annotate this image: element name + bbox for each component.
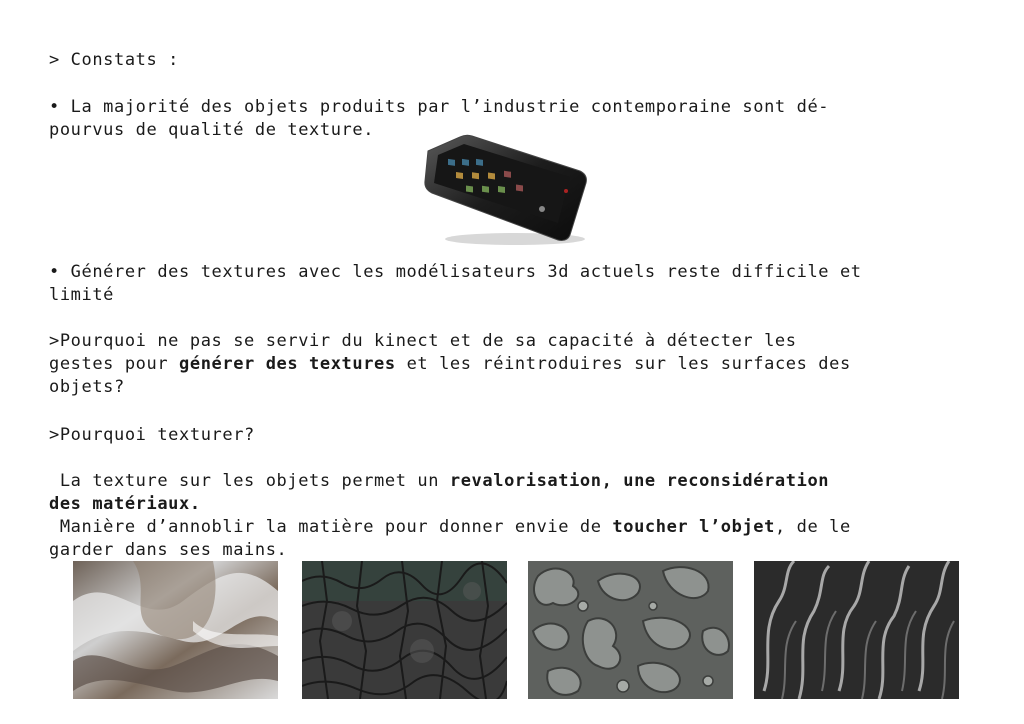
answer-1-emphasis: revalorisation, une reconsidération (449, 471, 830, 491)
heading: > Constats : (49, 50, 180, 70)
reptile-leather-texture-image (302, 561, 507, 699)
question-1-line-3: objets? (49, 377, 125, 397)
bullet-2-line-1: • Générer des textures avec les modélisateurs 3d actuels reste difficile et (49, 262, 862, 282)
question-2: >Pourquoi texturer? (49, 425, 255, 445)
answer-line-4: garder dans ses mains. (49, 540, 288, 560)
embossed-blob-texture-image (528, 561, 733, 699)
smartphone-image (420, 131, 590, 247)
answer-line-3 (49, 516, 851, 539)
liquid-metal-texture-image (73, 561, 278, 699)
bullet-1-line-2: pourvus de qualité de texture. (49, 120, 375, 140)
answer-2-text: Manière d’annoblir la matière pour donner envie de (49, 517, 613, 537)
question-1-text-end: et les réintroduires sur les surfaces des (395, 354, 851, 374)
question-1-line-2 (49, 353, 851, 376)
answer-1-text: La texture sur les objets permet un (49, 471, 450, 491)
answer-2-emphasis: toucher l’objet (612, 517, 775, 537)
bullet-1-line-1: • La majorité des objets produits par l’industrie contemporaine sont dé- (49, 97, 830, 117)
answer-2-text-end: , de le (774, 517, 851, 537)
bullet-2-line-2: limité (49, 285, 115, 305)
fibrous-bark-texture-image (754, 561, 959, 699)
question-1-text: gestes pour (49, 354, 180, 374)
answer-line-2: des matériaux. (49, 494, 201, 514)
question-1-emphasis: générer des textures (179, 354, 396, 374)
answer-line-1 (49, 470, 829, 493)
question-1-line-1: >Pourquoi ne pas se servir du kinect et de sa capacité à détecter les (49, 331, 797, 351)
